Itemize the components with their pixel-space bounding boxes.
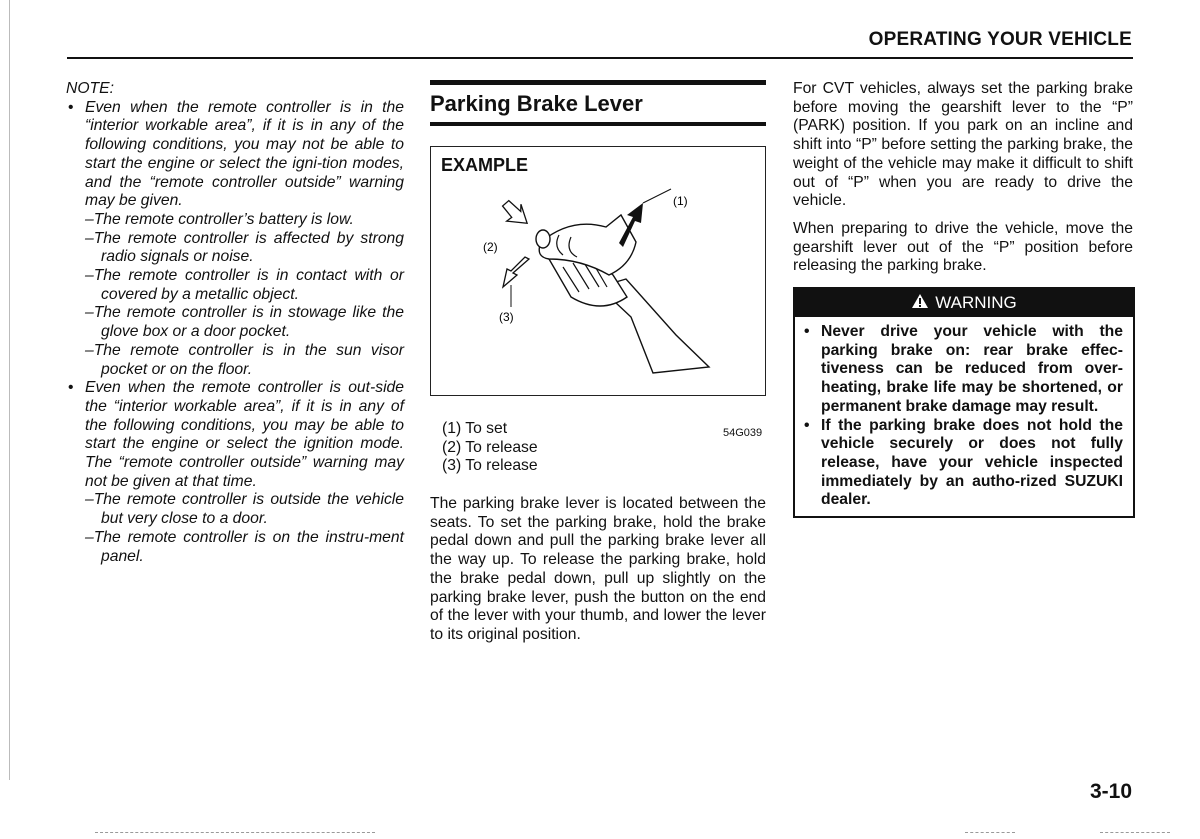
parking-brake-illustration xyxy=(431,147,765,395)
callout-1: (1) xyxy=(673,194,688,208)
page-number: 3-10 xyxy=(1089,780,1132,803)
scan-artifact-line xyxy=(965,832,1015,833)
paragraph: When preparing to drive the vehicle, move the gearshift lever out of the “P” position before releasing the parking brake. xyxy=(793,219,1133,275)
parking-brake-figure xyxy=(430,146,766,396)
note-column xyxy=(66,80,404,566)
page-edge-line xyxy=(9,0,10,780)
note-bullets xyxy=(66,99,404,567)
legend-item: (2) To release xyxy=(442,438,538,456)
warning-box xyxy=(793,287,1135,518)
note-bullet-text: Even when the remote controller is in the “interior workable area”, if it is in any of the following conditions, you may not be able to start the engine or select the igni-tion modes, and the “remote controller outside” warning may be given. xyxy=(85,98,404,210)
note-subitems xyxy=(85,211,404,379)
warning-title: WARNING xyxy=(935,293,1017,312)
note-subitem: –The remote controller is on the instru-ment panel. xyxy=(85,528,404,565)
section-bottom-rule xyxy=(430,122,766,126)
section-top-rule xyxy=(430,80,766,85)
callout-2: (2) xyxy=(483,240,498,254)
figure-label: EXAMPLE xyxy=(441,155,529,175)
note-subitem: –The remote controller is outside the vehicle but very close to a door. xyxy=(85,491,404,528)
scan-artifact-line xyxy=(95,832,375,833)
release-button xyxy=(536,230,550,248)
figure-code: 54G039 xyxy=(723,427,763,439)
note-bullet xyxy=(66,99,404,380)
warning-header xyxy=(795,289,1133,317)
paragraph: For CVT vehicles, always set the parking brake before moving the gearshift lever to the “P” (PARK) position. If you park on an incline and shift into “P” before setting the parking brake, the weight of the vehicle may make it difficult to shift out of “P” when you are ready to drive the vehicle. xyxy=(793,80,1133,210)
warning-item: • If the parking brake does not hold the vehicle securely or does not fully release, have your vehicle inspected immediately by an autho-rized SUZUKI dealer. xyxy=(803,417,1123,511)
note-bullet-text: Even when the remote controller is out-side the “interior workable area”, if it is in any of the following conditions, you may be able to start the engine or select the ignition mode. The “remote controller outside” warning may not be given at that time. xyxy=(85,379,404,490)
right-column xyxy=(793,80,1133,509)
note-subitems xyxy=(85,491,404,566)
push-button-arrow-icon xyxy=(497,196,534,231)
warning-triangle-icon xyxy=(911,290,929,318)
lower-lever-arrow-icon xyxy=(503,257,529,287)
note-subitem: –The remote controller’s battery is low. xyxy=(85,210,354,228)
note-title: NOTE: xyxy=(66,80,114,97)
running-header: OPERATING YOUR VEHICLE xyxy=(868,29,1132,50)
note-subitem: –The remote controller is affected by strong radio signals or noise. xyxy=(85,229,404,266)
warning-list xyxy=(795,317,1133,516)
legend-item: (1) To set xyxy=(442,420,508,437)
header-rule xyxy=(67,57,1133,59)
figure-legend xyxy=(442,420,538,476)
warning-item: • Never drive your vehicle with the parking brake on: rear brake effec-tiveness can be reduced from over-heating, brake life may be shortened, or permanent brake damage may result. xyxy=(803,323,1123,417)
section-title: Parking Brake Lever xyxy=(430,91,643,116)
note-subitem: –The remote controller is in contact with or covered by a metallic object. xyxy=(85,267,404,303)
legend-item: (3) To release xyxy=(442,457,538,475)
note-bullet xyxy=(66,379,404,566)
note-subitem: –The remote controller is in the sun visor pocket or on the floor. xyxy=(85,341,404,378)
section-body: The parking brake lever is located between the seats. To set the parking brake, hold the brake pedal down and pull the parking brake lever all the way up. To release the parking brake, hold the brake pedal down, pull up slightly on the parking brake lever, push the button on the end of the lever with your thumb, and lower the lever to its original position. xyxy=(430,495,766,643)
note-subitem: –The remote controller is in stowage like the glove box or a door pocket. xyxy=(85,304,404,341)
callout-3: (3) xyxy=(499,310,514,324)
scan-artifact-line xyxy=(1100,832,1170,833)
parking-brake-column xyxy=(430,80,766,643)
